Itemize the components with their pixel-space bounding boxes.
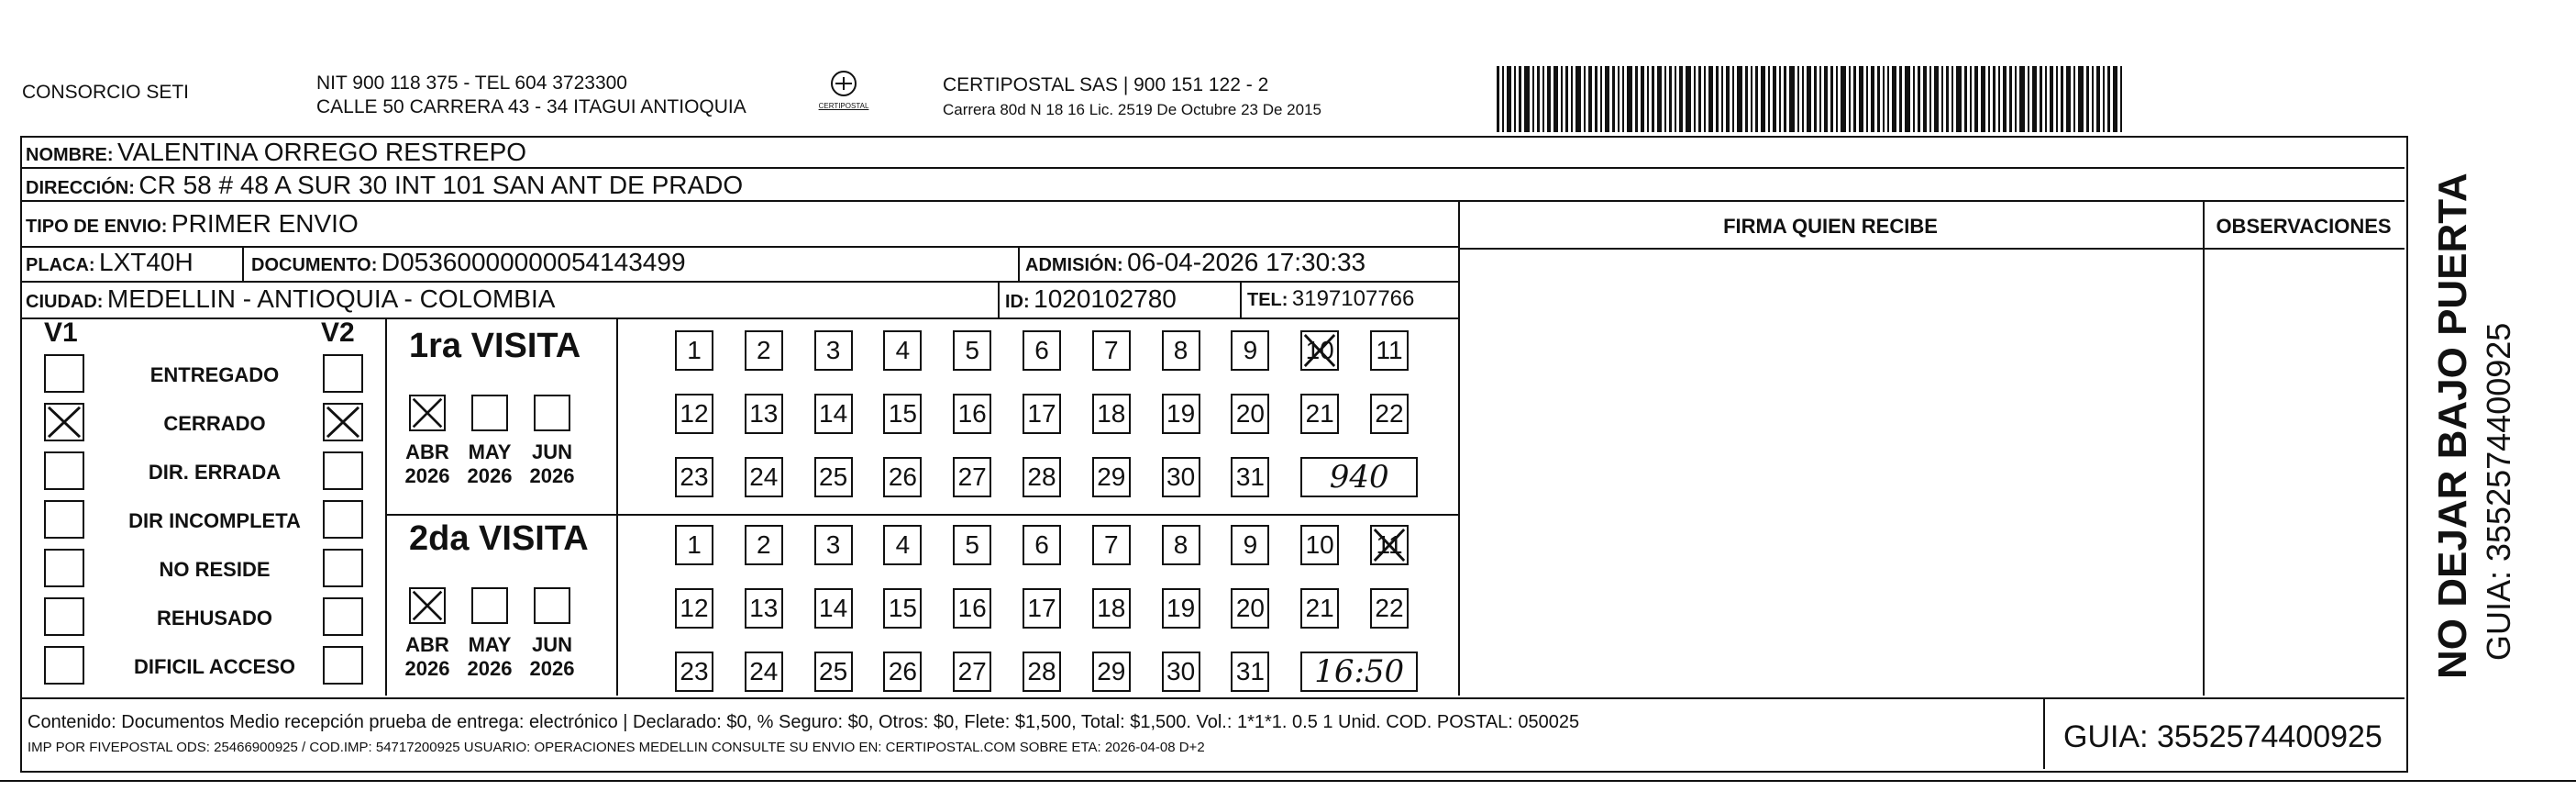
- barcode-bar: [1814, 66, 1817, 132]
- check-mark-icon: [411, 589, 444, 622]
- id-value: 1020102780: [1034, 284, 1177, 313]
- day-box[interactable]: 13: [745, 588, 783, 629]
- day-box[interactable]: 11: [1370, 525, 1409, 565]
- documento-value: D05360000000054143499: [381, 248, 686, 276]
- barcode-bar: [1726, 66, 1730, 132]
- day-box[interactable]: 31: [1231, 652, 1269, 692]
- day-box[interactable]: 30: [1162, 457, 1200, 497]
- day-box[interactable]: 23: [675, 457, 713, 497]
- day-box[interactable]: 30: [1162, 652, 1200, 692]
- barcode-bar: [1918, 66, 1920, 132]
- status-label: DIR. ERRADA: [148, 461, 282, 484]
- barcode-bar: [1704, 66, 1706, 132]
- day-box[interactable]: 25: [814, 652, 853, 692]
- barcode: [1497, 66, 2230, 132]
- barcode-bar: [1819, 66, 1821, 132]
- barcode-bar: [2028, 66, 2029, 132]
- day-box[interactable]: 7: [1092, 525, 1131, 565]
- barcode-bar: [1708, 66, 1713, 132]
- barcode-bar: [1993, 66, 1996, 132]
- nombre-value: VALENTINA ORREGO RESTREPO: [117, 138, 527, 166]
- barcode-bar: [1537, 66, 1540, 132]
- barcode-bar: [1761, 66, 1765, 132]
- day-box[interactable]: 8: [1162, 525, 1200, 565]
- admision-cell: [1025, 248, 1365, 277]
- barcode-bar: [1514, 66, 1516, 132]
- barcode-bar: [1641, 66, 1644, 132]
- month-year: 2026: [467, 657, 513, 680]
- barcode-bar: [1913, 66, 1915, 132]
- barcode-bar: [1542, 66, 1544, 132]
- documento-label: DOCUMENTO:: [251, 255, 378, 275]
- check-mark-icon: [1302, 332, 1337, 369]
- barcode-bar: [1883, 66, 1885, 132]
- nit-line: NIT 900 118 375 - TEL 604 3723300: [316, 72, 627, 94]
- status-v1-checkbox[interactable]: [44, 500, 84, 539]
- day-box[interactable]: 11: [1370, 330, 1409, 371]
- barcode-bar: [2056, 66, 2058, 132]
- barcode-bar: [1784, 66, 1786, 132]
- month-name: MAY: [468, 633, 512, 656]
- day-box[interactable]: 10: [1300, 525, 1339, 565]
- barcode-bar: [1652, 66, 1654, 132]
- barcode-bar: [1849, 66, 1851, 132]
- barcode-bar: [1899, 66, 1902, 132]
- month-name: ABR: [405, 633, 449, 656]
- day-box[interactable]: 27: [953, 457, 991, 497]
- direccion-row: [26, 171, 743, 200]
- day-box[interactable]: 7: [1092, 330, 1131, 371]
- day-box[interactable]: 29: [1092, 457, 1131, 497]
- divider: [2043, 697, 2045, 769]
- divider: [20, 281, 1458, 283]
- barcode-bar: [1836, 66, 1838, 132]
- barcode-bar: [1974, 66, 1978, 132]
- check-mark-icon: [46, 405, 83, 440]
- guia-footer: GUIA: 3552574400925: [2063, 719, 2383, 754]
- barcode-bar: [1797, 66, 1799, 132]
- month-label: [398, 440, 457, 488]
- firma-label: FIRMA QUIEN RECIBE: [1723, 215, 1938, 238]
- status-v1-checkbox[interactable]: [44, 354, 84, 393]
- month-label: [460, 633, 519, 681]
- day-box[interactable]: 9: [1231, 525, 1269, 565]
- month-year: 2026: [467, 464, 513, 487]
- divider: [385, 317, 387, 696]
- divider: [242, 246, 244, 281]
- logo-text: CERTIPOSTAL: [818, 102, 869, 110]
- barcode-bar: [1779, 66, 1781, 132]
- address-line: CALLE 50 CARRERA 43 - 34 ITAGUI ANTIOQUIA: [316, 96, 746, 117]
- v1-label: V1: [44, 317, 78, 348]
- month-year: 2026: [404, 464, 450, 487]
- certipostal-line: CERTIPOSTAL SAS | 900 151 122 - 2: [943, 74, 1269, 95]
- status-v1-checkbox[interactable]: [44, 549, 84, 587]
- admision-label: ADMISIÓN:: [1025, 255, 1123, 275]
- day-box[interactable]: 5: [953, 525, 991, 565]
- barcode-bar: [1755, 66, 1758, 132]
- visit2-title: 2da VISITA: [409, 519, 589, 558]
- barcode-bar: [1970, 66, 1972, 132]
- barcode-bar: [1502, 66, 1504, 132]
- barcode-bar: [1716, 66, 1719, 132]
- tel-label: TEL:: [1247, 290, 1288, 310]
- barcode-bar: [1588, 66, 1592, 132]
- divider: [616, 317, 618, 696]
- barcode-bar: [1887, 66, 1889, 132]
- day-box[interactable]: 4: [883, 525, 922, 565]
- barcode-bar: [1575, 66, 1581, 132]
- status-v1-checkbox[interactable]: [44, 646, 84, 685]
- day-box[interactable]: 29: [1092, 652, 1131, 692]
- placa-cell: [26, 248, 193, 277]
- day-box[interactable]: 13: [745, 394, 783, 434]
- barcode-bar: [1892, 66, 1896, 132]
- status-v2-checkbox[interactable]: [323, 500, 363, 539]
- barcode-bar: [1612, 66, 1615, 132]
- ciudad-value: MEDELLIN - ANTIOQUIA - COLOMBIA: [106, 284, 556, 313]
- divider: [20, 317, 1458, 319]
- day-box[interactable]: 21: [1300, 394, 1339, 434]
- day-box[interactable]: 23: [675, 652, 713, 692]
- divider: [1018, 246, 1020, 281]
- barcode-bar: [2003, 66, 2007, 132]
- divider: [1458, 248, 2405, 250]
- status-v2-checkbox[interactable]: [323, 549, 363, 587]
- barcode-bar: [1721, 66, 1723, 132]
- month-checkbox[interactable]: [409, 395, 446, 431]
- day-box[interactable]: 3: [814, 525, 853, 565]
- day-box[interactable]: 17: [1023, 394, 1061, 434]
- month-name: MAY: [468, 440, 512, 463]
- barcode-bar: [1946, 66, 1949, 132]
- barcode-bar: [2040, 66, 2042, 132]
- v2-label: V2: [321, 317, 355, 348]
- day-box[interactable]: 31: [1231, 457, 1269, 497]
- nombre-row: [26, 138, 526, 167]
- contenido-line: Contenido: Documentos Medio recepción prueba de entrega: electrónico | Declarado: $0, % Seguro: $0, Otros: $0, Flete: $1,500, Total: $1,500. Vol.: 1*1*1. 0.5 1 Unid. COD. POSTAL: 050025: [28, 712, 1580, 732]
- barcode-bar: [1647, 66, 1649, 132]
- day-box[interactable]: 19: [1162, 394, 1200, 434]
- barcode-bar: [1698, 66, 1701, 132]
- barcode-bar: [2107, 66, 2110, 132]
- month-checkbox[interactable]: [534, 395, 570, 431]
- day-box[interactable]: 19: [1162, 588, 1200, 629]
- nombre-label: NOMBRE:: [26, 145, 114, 165]
- barcode-bar: [1694, 66, 1696, 132]
- barcode-bar: [1532, 66, 1534, 132]
- month-label: [523, 440, 581, 488]
- divider: [20, 200, 2405, 202]
- day-box[interactable]: 16: [953, 394, 991, 434]
- day-box[interactable]: 16: [953, 588, 991, 629]
- status-v2-checkbox[interactable]: [323, 451, 363, 490]
- day-box[interactable]: 26: [883, 652, 922, 692]
- status-v1-checkbox[interactable]: [44, 597, 84, 636]
- month-year: 2026: [529, 657, 575, 680]
- license-line: Carrera 80d N 18 16 Lic. 2519 De Octubre 23 De 2015: [943, 101, 1321, 118]
- barcode-bar: [1824, 66, 1828, 132]
- day-box[interactable]: 8: [1162, 330, 1200, 371]
- day-box[interactable]: 1: [675, 525, 713, 565]
- month-year: 2026: [404, 657, 450, 680]
- barcode-bar: [1871, 66, 1874, 132]
- month-label: [523, 633, 581, 681]
- day-box[interactable]: 28: [1023, 457, 1061, 497]
- barcode-bar: [2050, 66, 2053, 132]
- barcode-bar: [1737, 66, 1742, 132]
- barcode-bar: [1669, 66, 1672, 132]
- month-checkbox[interactable]: [471, 395, 508, 431]
- check-mark-icon: [1372, 527, 1407, 563]
- day-box[interactable]: 5: [953, 330, 991, 371]
- direccion-label: DIRECCIÓN:: [26, 178, 135, 198]
- barcode-bar: [1524, 66, 1530, 132]
- barcode-bar: [1988, 66, 1990, 132]
- barcode-bar: [1853, 66, 1856, 132]
- month-name: JUN: [531, 633, 572, 656]
- check-mark-icon: [325, 405, 361, 440]
- barcode-bar: [1664, 66, 1666, 132]
- barcode-bar: [1657, 66, 1662, 132]
- barcode-bar: [1675, 66, 1676, 132]
- day-box[interactable]: 21: [1300, 588, 1339, 629]
- check-mark-icon: [411, 396, 444, 429]
- status-label: CERRADO: [163, 412, 266, 435]
- day-box[interactable]: 10: [1300, 330, 1339, 371]
- day-box[interactable]: 12: [675, 394, 713, 434]
- barcode-bar: [2120, 66, 2122, 132]
- side-guia: GUIA: 3552574400925: [2480, 322, 2517, 661]
- day-box[interactable]: 15: [883, 588, 922, 629]
- day-box[interactable]: 2: [745, 330, 783, 371]
- barcode-bar: [2113, 66, 2117, 132]
- divider: [1458, 200, 1460, 696]
- barcode-bar: [1768, 66, 1770, 132]
- barcode-bar: [2092, 66, 2094, 132]
- barcode-bar: [1618, 66, 1620, 132]
- barcode-bar: [1519, 66, 1521, 132]
- placa-value: LXT40H: [99, 248, 193, 276]
- day-box[interactable]: 18: [1092, 588, 1131, 629]
- barcode-bar: [1595, 66, 1598, 132]
- status-label: DIR INCOMPLETA: [128, 509, 301, 532]
- barcode-bar: [1553, 66, 1558, 132]
- tipo-label: TIPO DE ENVIO:: [26, 217, 168, 237]
- barcode-bar: [1859, 66, 1863, 132]
- barcode-bar: [1561, 66, 1563, 132]
- barcode-bar: [1923, 66, 1927, 132]
- observaciones-label: OBSERVACIONES: [2216, 215, 2392, 238]
- month-checkbox[interactable]: [471, 587, 508, 624]
- barcode-bar: [1497, 66, 1499, 132]
- visit-time: 940: [1300, 457, 1418, 497]
- divider: [385, 514, 1458, 516]
- divider: [0, 780, 2576, 782]
- barcode-bar: [1981, 66, 1985, 132]
- barcode-bar: [2061, 66, 2063, 132]
- logo-emblem-icon: [827, 70, 860, 97]
- direccion-value: CR 58 # 48 A SUR 30 INT 101 SAN ANT DE PRADO: [138, 171, 744, 199]
- day-box[interactable]: 22: [1370, 394, 1409, 434]
- barcode-bar: [1732, 66, 1734, 132]
- status-v2-checkbox[interactable]: [323, 403, 363, 441]
- barcode-bar: [1929, 66, 1931, 132]
- day-box[interactable]: 22: [1370, 588, 1409, 629]
- status-label: NO RESIDE: [159, 558, 271, 581]
- barcode-bar: [1584, 66, 1586, 132]
- day-box[interactable]: 20: [1231, 588, 1269, 629]
- barcode-bar: [1905, 66, 1910, 132]
- barcode-bar: [2086, 66, 2089, 132]
- side-warning: NO DEJAR BAJO PUERTA: [2430, 173, 2475, 679]
- day-box[interactable]: 26: [883, 457, 922, 497]
- barcode-bar: [2009, 66, 2012, 132]
- day-box[interactable]: 14: [814, 588, 853, 629]
- status-v2-checkbox[interactable]: [323, 354, 363, 393]
- barcode-bar: [1571, 66, 1573, 132]
- barcode-bar: [2073, 66, 2075, 132]
- day-box[interactable]: 2: [745, 525, 783, 565]
- status-v2-checkbox[interactable]: [323, 646, 363, 685]
- visit1-title: 1ra VISITA: [409, 327, 581, 365]
- barcode-bar: [1565, 66, 1568, 132]
- barcode-bar: [2019, 66, 2025, 132]
- day-box[interactable]: 25: [814, 457, 853, 497]
- divider: [20, 167, 2405, 169]
- barcode-bar: [1635, 66, 1638, 132]
- barcode-bar: [1866, 66, 1868, 132]
- barcode-bar: [1679, 66, 1683, 132]
- day-box[interactable]: 24: [745, 457, 783, 497]
- day-box[interactable]: 17: [1023, 588, 1061, 629]
- day-box[interactable]: 18: [1092, 394, 1131, 434]
- barcode-bar: [2078, 66, 2084, 132]
- barcode-bar: [1998, 66, 2000, 132]
- barcode-bar: [1627, 66, 1632, 132]
- day-box[interactable]: 6: [1023, 330, 1061, 371]
- barcode-bar: [1841, 66, 1846, 132]
- barcode-bar: [1877, 66, 1880, 132]
- divider: [998, 281, 1000, 317]
- month-name: ABR: [405, 440, 449, 463]
- status-v2-checkbox[interactable]: [323, 597, 363, 636]
- documento-cell: [251, 248, 686, 277]
- barcode-bar: [1941, 66, 1943, 132]
- barcode-bar: [1830, 66, 1833, 132]
- status-label: DIFICIL ACCESO: [133, 655, 295, 678]
- day-box[interactable]: 12: [675, 588, 713, 629]
- day-box[interactable]: 24: [745, 652, 783, 692]
- month-label: [460, 440, 519, 488]
- barcode-bar: [2096, 66, 2100, 132]
- status-label: ENTREGADO: [149, 363, 280, 386]
- barcode-bar: [1802, 66, 1804, 132]
- barcode-bar: [1605, 66, 1609, 132]
- day-box[interactable]: 4: [883, 330, 922, 371]
- day-box[interactable]: 27: [953, 652, 991, 692]
- barcode-bar: [2066, 66, 2071, 132]
- barcode-bar: [1622, 66, 1624, 132]
- tipo-row: [26, 209, 359, 239]
- month-label: [398, 633, 457, 681]
- barcode-bar: [2045, 66, 2047, 132]
- month-checkbox[interactable]: [534, 587, 570, 624]
- ciudad-cell: [26, 284, 555, 314]
- tel-cell: [1247, 286, 1414, 312]
- certipostal-logo: [816, 70, 871, 121]
- month-checkbox[interactable]: [409, 587, 446, 624]
- month-year: 2026: [529, 464, 575, 487]
- day-box[interactable]: 28: [1023, 652, 1061, 692]
- day-box[interactable]: 15: [883, 394, 922, 434]
- status-v1-checkbox[interactable]: [44, 451, 84, 490]
- divider: [20, 697, 2405, 699]
- day-box[interactable]: 14: [814, 394, 853, 434]
- placa-label: PLACA:: [26, 255, 95, 275]
- barcode-bar: [2103, 66, 2105, 132]
- id-label: ID:: [1005, 292, 1030, 312]
- barcode-bar: [1773, 66, 1776, 132]
- barcode-bar: [1751, 66, 1752, 132]
- divider: [1240, 281, 1242, 317]
- tel-value: 3197107766: [1291, 286, 1415, 311]
- barcode-bar: [1934, 66, 1939, 132]
- status-label: REHUSADO: [157, 607, 272, 629]
- barcode-bar: [1789, 66, 1795, 132]
- barcode-bar: [2015, 66, 2017, 132]
- barcode-bar: [1807, 66, 1811, 132]
- admision-value: 06-04-2026 17:30:33: [1127, 248, 1366, 276]
- barcode-bar: [1951, 66, 1953, 132]
- tipo-value: PRIMER ENVIO: [171, 209, 359, 238]
- barcode-bar: [1964, 66, 1967, 132]
- barcode-bar: [1956, 66, 1962, 132]
- barcode-bar: [2032, 66, 2037, 132]
- company-name: CONSORCIO SETI: [22, 82, 190, 103]
- barcode-bar: [1686, 66, 1691, 132]
- day-box[interactable]: 3: [814, 330, 853, 371]
- visit-time: 16:50: [1300, 652, 1418, 692]
- day-box[interactable]: 1: [675, 330, 713, 371]
- day-box[interactable]: 6: [1023, 525, 1061, 565]
- status-v1-checkbox[interactable]: [44, 403, 84, 441]
- id-cell: [1005, 284, 1177, 314]
- day-box[interactable]: 20: [1231, 394, 1269, 434]
- barcode-bar: [1547, 66, 1551, 132]
- barcode-bar: [1507, 66, 1511, 132]
- divider: [2203, 200, 2205, 696]
- barcode-bar: [1745, 66, 1748, 132]
- ciudad-label: CIUDAD:: [26, 292, 104, 312]
- day-box[interactable]: 9: [1231, 330, 1269, 371]
- month-name: JUN: [531, 440, 572, 463]
- barcode-bar: [1600, 66, 1602, 132]
- imp-line: IMP POR FIVEPOSTAL ODS: 25466900925 / COD.IMP: 54717200925 USUARIO: OPERACIONES MEDELLIN CONSULTE SU ENVIO EN: CERTIPOSTAL.COM SOBRE ETA: 2026-04-08 D+2: [28, 740, 1205, 755]
